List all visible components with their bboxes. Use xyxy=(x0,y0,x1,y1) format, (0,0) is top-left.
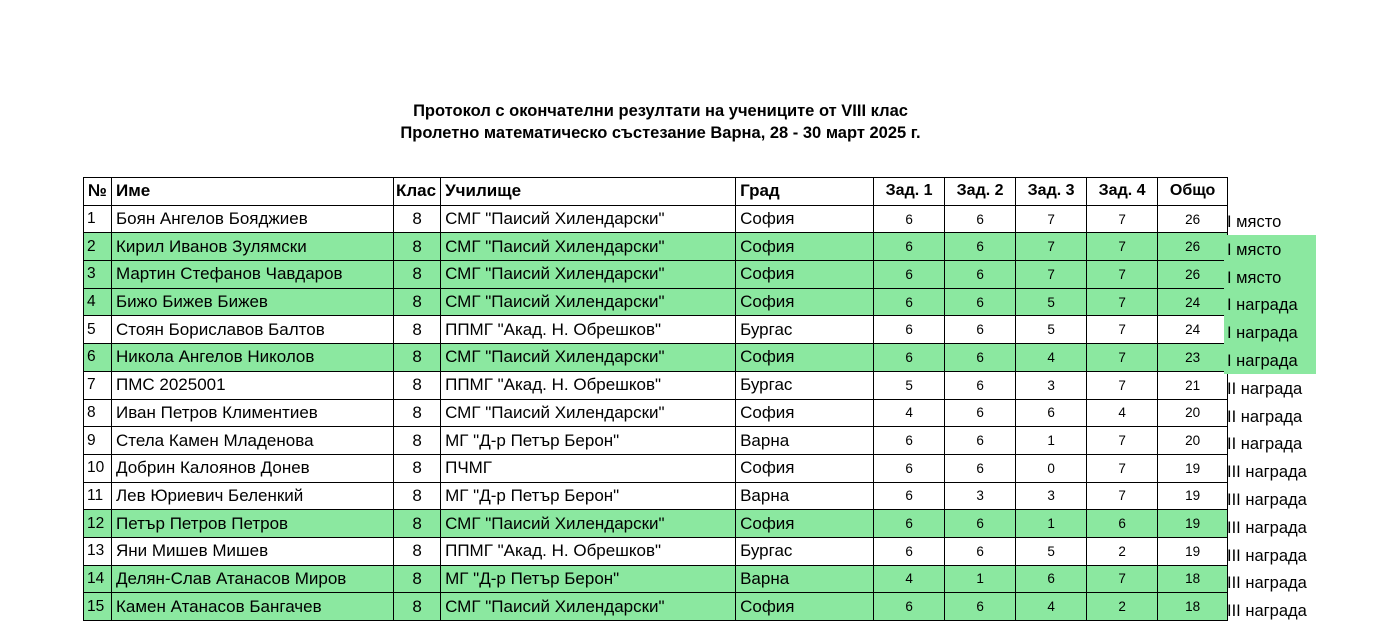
task-4-score: 7 xyxy=(1087,261,1158,289)
award-label: I място xyxy=(1224,263,1316,291)
task-2-score: 3 xyxy=(945,482,1016,510)
table-row xyxy=(84,371,1228,399)
school-name: СМГ "Паисий Хилендарски" xyxy=(441,593,736,621)
col-header-city: Град xyxy=(736,178,874,206)
student-class: 8 xyxy=(394,205,441,233)
table-row xyxy=(84,565,1228,593)
city-name: Варна xyxy=(736,482,874,510)
table-row xyxy=(84,454,1228,482)
row-number: 6 xyxy=(84,344,112,372)
task-4-score: 2 xyxy=(1087,537,1158,565)
student-name: Боян Ангелов Бояджиев xyxy=(112,205,394,233)
task-4-score: 4 xyxy=(1087,399,1158,427)
school-name: СМГ "Паисий Хилендарски" xyxy=(441,233,736,261)
total-score: 19 xyxy=(1158,454,1228,482)
task-4-score: 7 xyxy=(1087,482,1158,510)
student-class: 8 xyxy=(394,593,441,621)
task-2-score: 6 xyxy=(945,427,1016,455)
row-number: 10 xyxy=(84,454,112,482)
school-name: ПЧМГ xyxy=(441,454,736,482)
school-name: СМГ "Паисий Хилендарски" xyxy=(441,510,736,538)
col-header-task-3: Зад. 3 xyxy=(1016,178,1087,206)
results-table xyxy=(83,177,1228,621)
task-4-score: 7 xyxy=(1087,565,1158,593)
total-score: 26 xyxy=(1158,261,1228,289)
row-number: 9 xyxy=(84,427,112,455)
task-4-score: 2 xyxy=(1087,593,1158,621)
city-name: Бургас xyxy=(736,316,874,344)
col-header-total: Общо xyxy=(1158,178,1228,206)
school-name: МГ "Д-р Петър Берон" xyxy=(441,482,736,510)
student-name: Петър Петров Петров xyxy=(112,510,394,538)
student-name: Мартин Стефанов Чавдаров xyxy=(112,261,394,289)
task-1-score: 6 xyxy=(874,454,945,482)
city-name: Бургас xyxy=(736,371,874,399)
city-name: София xyxy=(736,205,874,233)
table-row xyxy=(84,593,1228,621)
task-3-score: 6 xyxy=(1016,565,1087,593)
task-1-score: 6 xyxy=(874,593,945,621)
student-name: Иван Петров Климентиев xyxy=(112,399,394,427)
task-2-score: 6 xyxy=(945,510,1016,538)
city-name: Бургас xyxy=(736,537,874,565)
task-2-score: 1 xyxy=(945,565,1016,593)
task-4-score: 7 xyxy=(1087,344,1158,372)
row-number: 1 xyxy=(84,205,112,233)
award-label: II награда xyxy=(1227,407,1303,426)
task-4-score: 7 xyxy=(1087,316,1158,344)
col-header-school: Училище xyxy=(441,178,736,206)
row-number: 7 xyxy=(84,371,112,399)
col-header-number: № xyxy=(84,178,112,206)
total-score: 20 xyxy=(1158,399,1228,427)
task-3-score: 4 xyxy=(1016,593,1087,621)
school-name: СМГ "Паисий Хилендарски" xyxy=(441,288,736,316)
table-row xyxy=(84,288,1228,316)
task-4-score: 7 xyxy=(1087,427,1158,455)
awards-column xyxy=(1224,207,1316,624)
task-2-score: 6 xyxy=(945,261,1016,289)
task-3-score: 0 xyxy=(1016,454,1087,482)
row-number: 13 xyxy=(84,537,112,565)
award-label: I награда xyxy=(1224,290,1316,318)
student-name: Стоян Бориславов Балтов xyxy=(112,316,394,344)
total-score: 19 xyxy=(1158,482,1228,510)
task-2-score: 6 xyxy=(945,371,1016,399)
task-1-score: 6 xyxy=(874,205,945,233)
row-number: 2 xyxy=(84,233,112,261)
row-number: 3 xyxy=(84,261,112,289)
task-3-score: 7 xyxy=(1016,205,1087,233)
city-name: Варна xyxy=(736,565,874,593)
city-name: София xyxy=(736,233,874,261)
task-2-score: 6 xyxy=(945,316,1016,344)
row-number: 14 xyxy=(84,565,112,593)
school-name: ППМГ "Акад. Н. Обрешков" xyxy=(441,316,736,344)
total-score: 26 xyxy=(1158,233,1228,261)
task-4-score: 7 xyxy=(1087,454,1158,482)
award-label: II награда xyxy=(1227,435,1303,454)
school-name: ППМГ "Акад. Н. Обрешков" xyxy=(441,371,736,399)
student-name: Камен Атанасов Бангачев xyxy=(112,593,394,621)
total-score: 18 xyxy=(1158,565,1228,593)
school-name: МГ "Д-р Петър Берон" xyxy=(441,427,736,455)
col-header-task-2: Зад. 2 xyxy=(945,178,1016,206)
task-2-score: 6 xyxy=(945,344,1016,372)
award-label: I място xyxy=(1224,235,1316,263)
award-label: III награда xyxy=(1227,574,1307,593)
award-label: III награда xyxy=(1227,518,1307,537)
award-label: III награда xyxy=(1227,490,1307,509)
col-header-task-4: Зад. 4 xyxy=(1087,178,1158,206)
task-3-score: 7 xyxy=(1016,261,1087,289)
school-name: СМГ "Паисий Хилендарски" xyxy=(441,344,736,372)
total-score: 24 xyxy=(1158,288,1228,316)
total-score: 18 xyxy=(1158,593,1228,621)
task-1-score: 6 xyxy=(874,427,945,455)
student-name: Стела Камен Младенова xyxy=(112,427,394,455)
student-class: 8 xyxy=(394,454,441,482)
task-4-score: 7 xyxy=(1087,371,1158,399)
student-name: Яни Мишев Мишев xyxy=(112,537,394,565)
table-row xyxy=(84,482,1228,510)
task-3-score: 1 xyxy=(1016,427,1087,455)
row-number: 8 xyxy=(84,399,112,427)
total-score: 19 xyxy=(1158,510,1228,538)
row-number: 5 xyxy=(84,316,112,344)
student-name: Делян-Слав Атанасов Миров xyxy=(112,565,394,593)
table-row xyxy=(84,233,1228,261)
col-header-class: Клас xyxy=(394,178,441,206)
city-name: София xyxy=(736,344,874,372)
student-name: ПМС 2025001 xyxy=(112,371,394,399)
task-4-score: 7 xyxy=(1087,288,1158,316)
city-name: София xyxy=(736,261,874,289)
task-3-score: 7 xyxy=(1016,233,1087,261)
task-1-score: 4 xyxy=(874,399,945,427)
student-class: 8 xyxy=(394,482,441,510)
task-1-score: 6 xyxy=(874,344,945,372)
col-header-name: Име xyxy=(112,178,394,206)
task-4-score: 7 xyxy=(1087,205,1158,233)
city-name: София xyxy=(736,593,874,621)
task-2-score: 6 xyxy=(945,233,1016,261)
total-score: 20 xyxy=(1158,427,1228,455)
student-class: 8 xyxy=(394,261,441,289)
student-class: 8 xyxy=(394,344,441,372)
row-number: 12 xyxy=(84,510,112,538)
table-row xyxy=(84,316,1228,344)
task-3-score: 3 xyxy=(1016,371,1087,399)
award-label: III награда xyxy=(1227,546,1307,565)
school-name: СМГ "Паисий Хилендарски" xyxy=(441,261,736,289)
task-1-score: 6 xyxy=(874,233,945,261)
table-row xyxy=(84,510,1228,538)
student-class: 8 xyxy=(394,427,441,455)
task-1-score: 4 xyxy=(874,565,945,593)
title-line-2: Пролетно математическо състезание Варна, 28 - 30 март 2025 г. xyxy=(400,124,921,142)
student-class: 8 xyxy=(394,510,441,538)
total-score: 24 xyxy=(1158,316,1228,344)
award-label: I награда xyxy=(1224,346,1316,374)
task-3-score: 5 xyxy=(1016,537,1087,565)
table-row xyxy=(84,205,1228,233)
student-class: 8 xyxy=(394,565,441,593)
student-name: Кирил Иванов Зулямски xyxy=(112,233,394,261)
task-2-score: 6 xyxy=(945,399,1016,427)
task-3-score: 1 xyxy=(1016,510,1087,538)
task-3-score: 5 xyxy=(1016,316,1087,344)
task-1-score: 6 xyxy=(874,261,945,289)
award-label: I място xyxy=(1227,213,1282,231)
total-score: 23 xyxy=(1158,344,1228,372)
award-label: I награда xyxy=(1224,318,1316,346)
school-name: СМГ "Паисий Хилендарски" xyxy=(441,399,736,427)
school-name: МГ "Д-р Петър Берон" xyxy=(441,565,736,593)
table-row xyxy=(84,537,1228,565)
table-row xyxy=(84,261,1228,289)
total-score: 21 xyxy=(1158,371,1228,399)
task-2-score: 6 xyxy=(945,537,1016,565)
table-row xyxy=(84,344,1228,372)
student-name: Добрин Калоянов Донев xyxy=(112,454,394,482)
award-label: III награда xyxy=(1227,602,1307,621)
header-row xyxy=(84,178,1228,206)
row-number: 4 xyxy=(84,288,112,316)
student-class: 8 xyxy=(394,537,441,565)
task-2-score: 6 xyxy=(945,205,1016,233)
student-name: Никола Ангелов Николов xyxy=(112,344,394,372)
city-name: София xyxy=(736,399,874,427)
school-name: СМГ "Паисий Хилендарски" xyxy=(441,205,736,233)
task-1-score: 6 xyxy=(874,288,945,316)
city-name: София xyxy=(736,510,874,538)
student-name: Бижо Бижев Бижев xyxy=(112,288,394,316)
col-header-task-1: Зад. 1 xyxy=(874,178,945,206)
task-3-score: 4 xyxy=(1016,344,1087,372)
table-row xyxy=(84,427,1228,455)
task-1-score: 6 xyxy=(874,316,945,344)
award-label: II награда xyxy=(1227,379,1303,398)
student-name: Лев Юриевич Беленкий xyxy=(112,482,394,510)
student-class: 8 xyxy=(394,399,441,427)
city-name: София xyxy=(736,454,874,482)
row-number: 15 xyxy=(84,593,112,621)
task-4-score: 6 xyxy=(1087,510,1158,538)
award-label: III награда xyxy=(1227,463,1307,482)
task-1-score: 5 xyxy=(874,371,945,399)
total-score: 19 xyxy=(1158,537,1228,565)
student-class: 8 xyxy=(394,233,441,261)
task-1-score: 6 xyxy=(874,510,945,538)
city-name: Варна xyxy=(736,427,874,455)
total-score: 26 xyxy=(1158,205,1228,233)
student-class: 8 xyxy=(394,288,441,316)
title-line-1: Протокол с окончателни резултати на учениците от VIII клас xyxy=(413,102,908,120)
task-3-score: 6 xyxy=(1016,399,1087,427)
student-class: 8 xyxy=(394,316,441,344)
task-2-score: 6 xyxy=(945,593,1016,621)
student-class: 8 xyxy=(394,371,441,399)
row-number: 11 xyxy=(84,482,112,510)
task-1-score: 6 xyxy=(874,482,945,510)
task-2-score: 6 xyxy=(945,288,1016,316)
task-3-score: 5 xyxy=(1016,288,1087,316)
task-1-score: 6 xyxy=(874,537,945,565)
task-2-score: 6 xyxy=(945,454,1016,482)
task-3-score: 3 xyxy=(1016,482,1087,510)
city-name: София xyxy=(736,288,874,316)
task-4-score: 7 xyxy=(1087,233,1158,261)
table-row xyxy=(84,399,1228,427)
school-name: ППМГ "Акад. Н. Обрешков" xyxy=(441,537,736,565)
document-title xyxy=(0,100,1321,144)
